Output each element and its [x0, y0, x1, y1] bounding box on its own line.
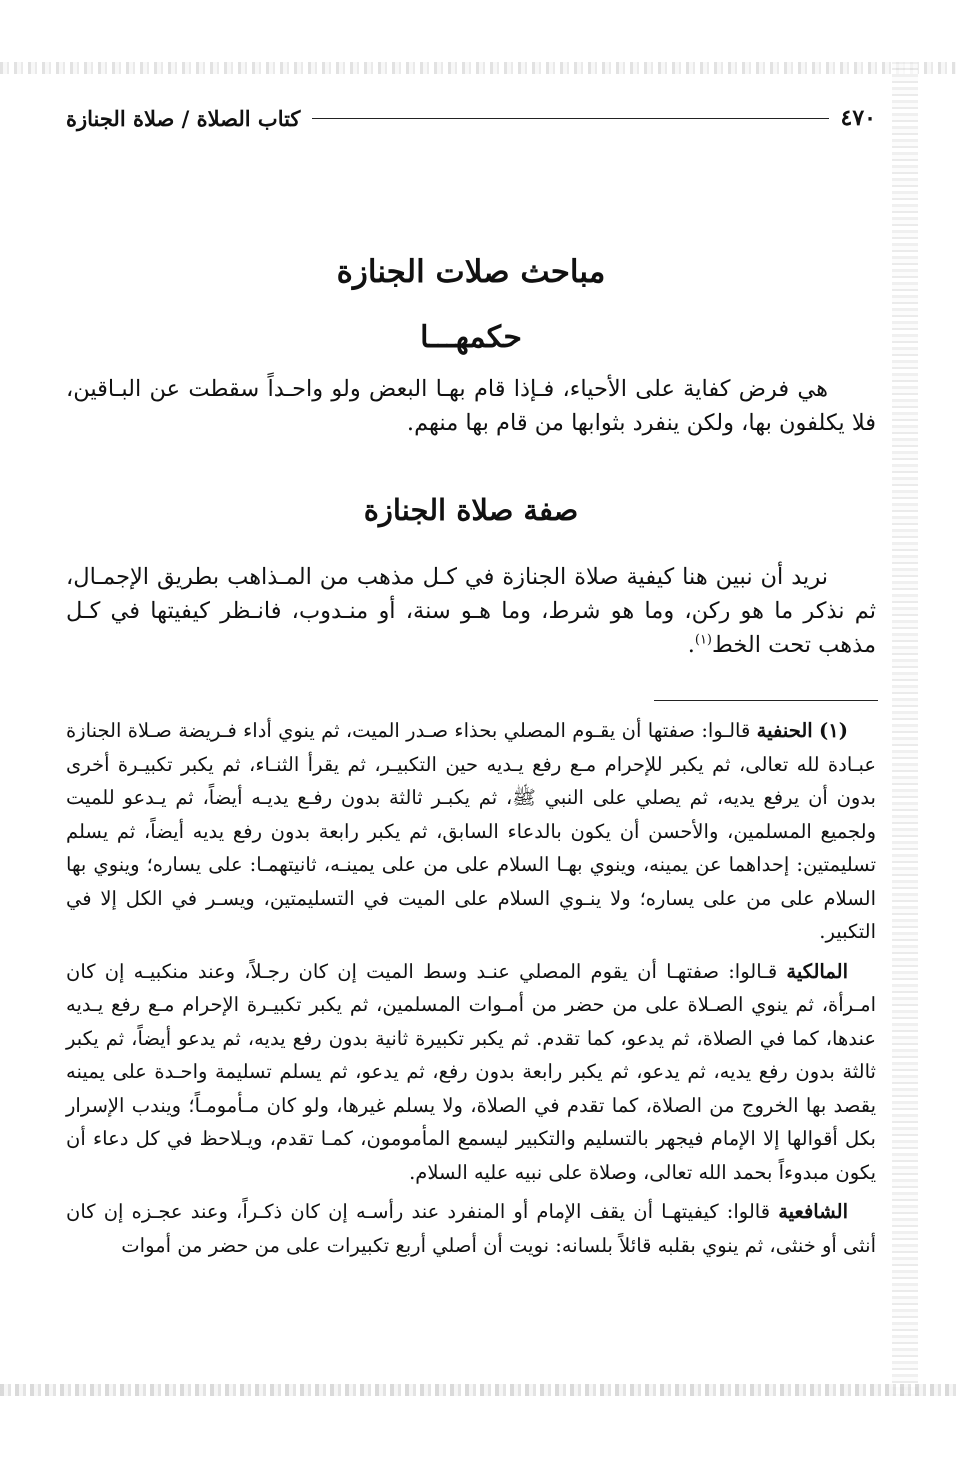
- scan-border-right: [892, 62, 918, 1396]
- footnote-hanafi: [66, 714, 876, 949]
- shafii-term: الشافعية: [778, 1200, 848, 1223]
- maliki-text: قـالوا: صفتهـا أن يقوم المصلي عنـد وسط الميت إن كان رجـلاً، وعند منكبيـه إن كان امـرأة، ثم ينوي الصـلاة على من حضر من أمـوات المسلمين، ثم يكبر تكبيـرة الإحرام مـع رفع يـديه عندها، كما في الصلاة، ثم يدعو، كما تقدم. ثم يكبر تكبيرة ثانية بدون رفع يديه، ثم يدعو أيضاً، ثم يكبر ثالثة بدون رفع يديه، ثم يدعو، ثم يكبر رابعة بدون رفع، ثم يدعو، ثم يسلم تسليمة واحـدة على يمينه يقصد بها الخروج من الصلاة، كما تقدم في الصلاة، ولا يسلم غيرها، ولو كان مـأمومـاً؛ ويندب الإسرار بكل أقوالها إلا الإمام فيجهر بالتسليم والتكبير ليسمع المأمومون، كمـا تقدم، ويـلاحظ في كل دعاء أن يكون مبدوءاً بحمد الله تعالى، وصلاة على نبيه عليه السلام.: [66, 959, 876, 1184]
- header-rule: [312, 118, 828, 119]
- footnote-shafii: [66, 1195, 876, 1262]
- description-heading: صفة صلاة الجنازة: [363, 493, 579, 527]
- description-end: .: [687, 632, 695, 658]
- scan-border-top: [0, 62, 956, 74]
- ruling-paragraph: هي فرض كفاية على الأحياء، فـإذا قام بهـا البعض ولو واحـداً سقطت عن البـاقين، فلا يكلفون بها، ولكن ينفرد بثوابها من قام بها منهم.: [66, 376, 876, 436]
- footnote-maliki: [66, 955, 876, 1190]
- page-header: [66, 100, 876, 136]
- footnote-reference[interactable]: (١): [694, 632, 712, 648]
- scan-border-bottom: [0, 1384, 956, 1396]
- description-paragraph: [66, 560, 876, 662]
- ruling-heading: حكمهـــا: [420, 320, 522, 355]
- description-text: نريد أن نبين هنا كيفية صلاة الجنازة في كـل مذهب من المـذاهب بطريق الإجمـال، ثم نذكر ما هو ركن، وما هو شرط، وما هـو سنة، أو منـدوب، فانـظر كيفيتها في كـل مذهب تحت الخط: [66, 564, 876, 658]
- footnote-number: (١): [819, 719, 848, 742]
- page-number: ٤٧٠: [840, 105, 876, 131]
- footnotes: [66, 714, 876, 1268]
- hanafi-term: الحنفية: [756, 719, 813, 742]
- shafii-text: قالوا: كيفيتهـا أن يقف الإمام أو المنفرد عند رأسـه إن كان ذكـراً، وعند عجـزه إن كان أنثى أو خنثى، ثم ينوي بقلبه قائلاً بلسانه: نويت أن أصلي أربع تكبيرات على من حضر من أموات: [66, 1200, 876, 1257]
- main-heading: مباحث صلات الجنازة: [336, 254, 606, 290]
- hanafi-text: قالـوا: صفتها أن يقـوم المصلي بحذاء صـدر الميت، ثم ينوي أداء فـريضة صـلاة الجنازة عبـادة لله تعالى، ثم يكبر للإحرام مـع رفع يـديه حين التكبيـر، ثم يقرأ الثنـاء، ثم يكبر تكبيـرة أخرى بدون أن يرفع يديه، ثم يصلي على النبي ﷺ، ثم يكبـر ثالثة بدون رفـع يديـه أيضاً، ثم يـدعو للميت ولجميع المسلمين، والأحسن أن يكون بالدعاء السابق، ثم يكبر رابعة بدون رفع يديه أيضاً، ثم يسلم تسليمتين: إحداهما عن يمينه، وينوي بهـا السلام على من على يمينـه، ثانيتهمـا: على يساره؛ وينوي بها السلام على من على يساره؛ ولا ينـوي السلام على الميت في التسليمتين، ويسـر في الكل إلا في التكبير.: [66, 719, 876, 943]
- running-title: كتاب الصلاة / صلاة الجنازة: [66, 105, 301, 131]
- footnote-separator: [654, 700, 878, 701]
- maliki-term: المالكية: [786, 959, 848, 983]
